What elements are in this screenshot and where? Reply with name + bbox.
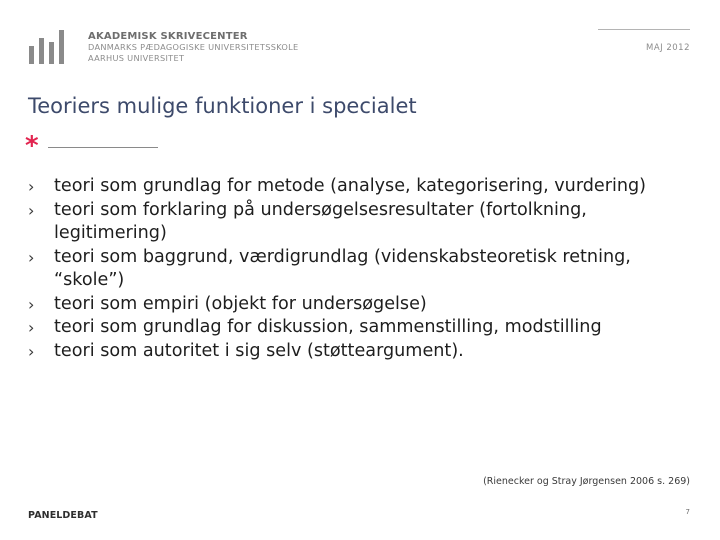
footer-label: PANELDEBAT — [28, 510, 98, 521]
bullet-text: teori som grundlag for metode (analyse, kategorisering, vurdering) — [54, 176, 647, 196]
bullet-chevron-icon: › — [28, 177, 35, 196]
org-subtitle-1: DANMARKS PÆDAGOGISKE UNIVERSITETSSKOLE — [88, 42, 299, 52]
bullet-text: teori som baggrund, værdigrundlag (videnskabsteoretisk retning, “skole”) — [54, 246, 631, 290]
citation: (Rienecker og Stray Jørgensen 2006 s. 269) — [483, 476, 690, 487]
bullet-item — [28, 340, 698, 364]
bullet-chevron-icon: › — [28, 247, 35, 267]
bullet-text: teori som autoritet i sig selv (støtteargument). — [54, 340, 464, 361]
page-number: 7 — [685, 508, 690, 516]
bullet-chevron-icon: › — [28, 294, 35, 314]
org-name: AKADEMISK SKRIVECENTER — [88, 31, 248, 42]
bullet-text: teori som grundlag for diskussion, sammenstilling, modstilling — [54, 317, 602, 337]
au-logo-icon — [29, 30, 65, 64]
org-header — [88, 31, 299, 64]
bullet-chevron-icon: › — [28, 341, 35, 361]
org-subtitle-2: AARHUS UNIVERSITET — [88, 53, 185, 63]
bullet-item — [28, 293, 698, 317]
header-divider — [598, 29, 690, 30]
title-divider — [48, 147, 158, 148]
bullet-text: teori som forklaring på undersøgelsesresultater (fortolkning, legitimering) — [54, 199, 587, 243]
bullet-item — [28, 199, 698, 246]
bullet-list — [28, 175, 698, 363]
slide-title: Teoriers mulige funktioner i specialet — [28, 94, 417, 118]
asterisk-icon: * — [25, 131, 39, 161]
bullet-item — [28, 246, 698, 293]
bullet-chevron-icon: › — [28, 200, 35, 220]
bullet-item — [28, 175, 698, 199]
bullet-item — [28, 316, 698, 340]
bullet-text: teori som empiri (objekt for undersøgelse) — [54, 293, 427, 314]
bullet-chevron-icon: › — [28, 318, 35, 337]
header-date: MAJ 2012 — [646, 43, 690, 53]
